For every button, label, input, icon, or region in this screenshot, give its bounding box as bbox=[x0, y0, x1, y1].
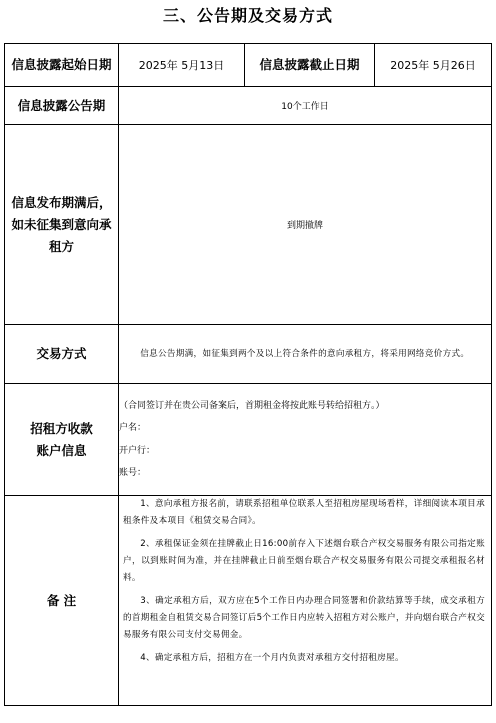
account-bank: 开户行： bbox=[119, 445, 156, 456]
account-number: 账号： bbox=[119, 468, 147, 478]
expiry-value: 到期撤牌 bbox=[119, 125, 492, 325]
account-note: （合同签订并在贵公司备案后，首期租金将按此账号转给招租方。） bbox=[119, 400, 385, 411]
account-label-line1: 招租方收款 bbox=[30, 420, 93, 436]
remark-item-2: 2、承租保证金须在挂牌截止日16:00前存入下述烟台联合产权交易服务有限公司指定账户，以到账时间为准，并在挂牌截止日前至烟台联合产权交易服务有限公司提交承租报名材料。 bbox=[123, 539, 485, 583]
expiry-label bbox=[5, 125, 119, 325]
trade-method-label: 交易方式 bbox=[5, 325, 119, 384]
trade-method-cell bbox=[119, 325, 492, 384]
period-label: 信息披露公告期 bbox=[5, 87, 119, 125]
end-date-label: 信息披露截止日期 bbox=[245, 44, 375, 87]
expiry-label-line2: 如未征集到意向承 bbox=[11, 216, 112, 232]
account-label-line2: 账户信息 bbox=[36, 442, 87, 458]
end-date-value: 2025年 5月26日 bbox=[375, 44, 492, 87]
trade-method-text: 信息公告期满，如征集到两个及以上符合条件的意向承租方，将采用网络竞价方式。 bbox=[140, 348, 470, 359]
expiry-label-line3: 租方 bbox=[48, 238, 74, 254]
remarks-label: 备 注 bbox=[5, 496, 119, 706]
remarks-cell bbox=[119, 496, 492, 706]
remark-item-3: 3、确定承租方后，双方应在5个工作日内办理合同签署和价款结算等手续，成交承租方的首期租金自租赁交易合同签订后5个工作日内应转入招租方对公账户，并向烟台联合产权交易服务有限公司支付交易佣金。 bbox=[123, 596, 485, 640]
period-value: 10个工作日 bbox=[119, 87, 492, 125]
remark-item-4: 4、确定承租方后，招租方在一个月内负责对承租方交付招租房屋。 bbox=[140, 653, 404, 663]
row-trade-method bbox=[5, 325, 492, 384]
start-date-value: 2025年 5月13日 bbox=[119, 44, 245, 87]
row-expiry bbox=[5, 125, 492, 325]
section-title: 三、公告期及交易方式 bbox=[162, 6, 333, 25]
start-date-label: 信息披露起始日期 bbox=[5, 44, 119, 87]
disclosure-table bbox=[4, 43, 492, 706]
expiry-label-line1: 信息发布期满后， bbox=[11, 194, 112, 210]
row-period bbox=[5, 87, 492, 125]
remark-item-1: 1、意向承租方报名前，请联系招租单位联系人至招租房屋现场看样，详细阅读本项目承租条件及本项目《租赁交易合同》。 bbox=[123, 499, 485, 526]
account-cell bbox=[119, 384, 492, 496]
row-dates bbox=[5, 44, 492, 87]
row-remarks bbox=[5, 496, 492, 706]
account-label bbox=[5, 384, 119, 496]
row-account bbox=[5, 384, 492, 496]
account-name: 户名： bbox=[119, 423, 147, 433]
